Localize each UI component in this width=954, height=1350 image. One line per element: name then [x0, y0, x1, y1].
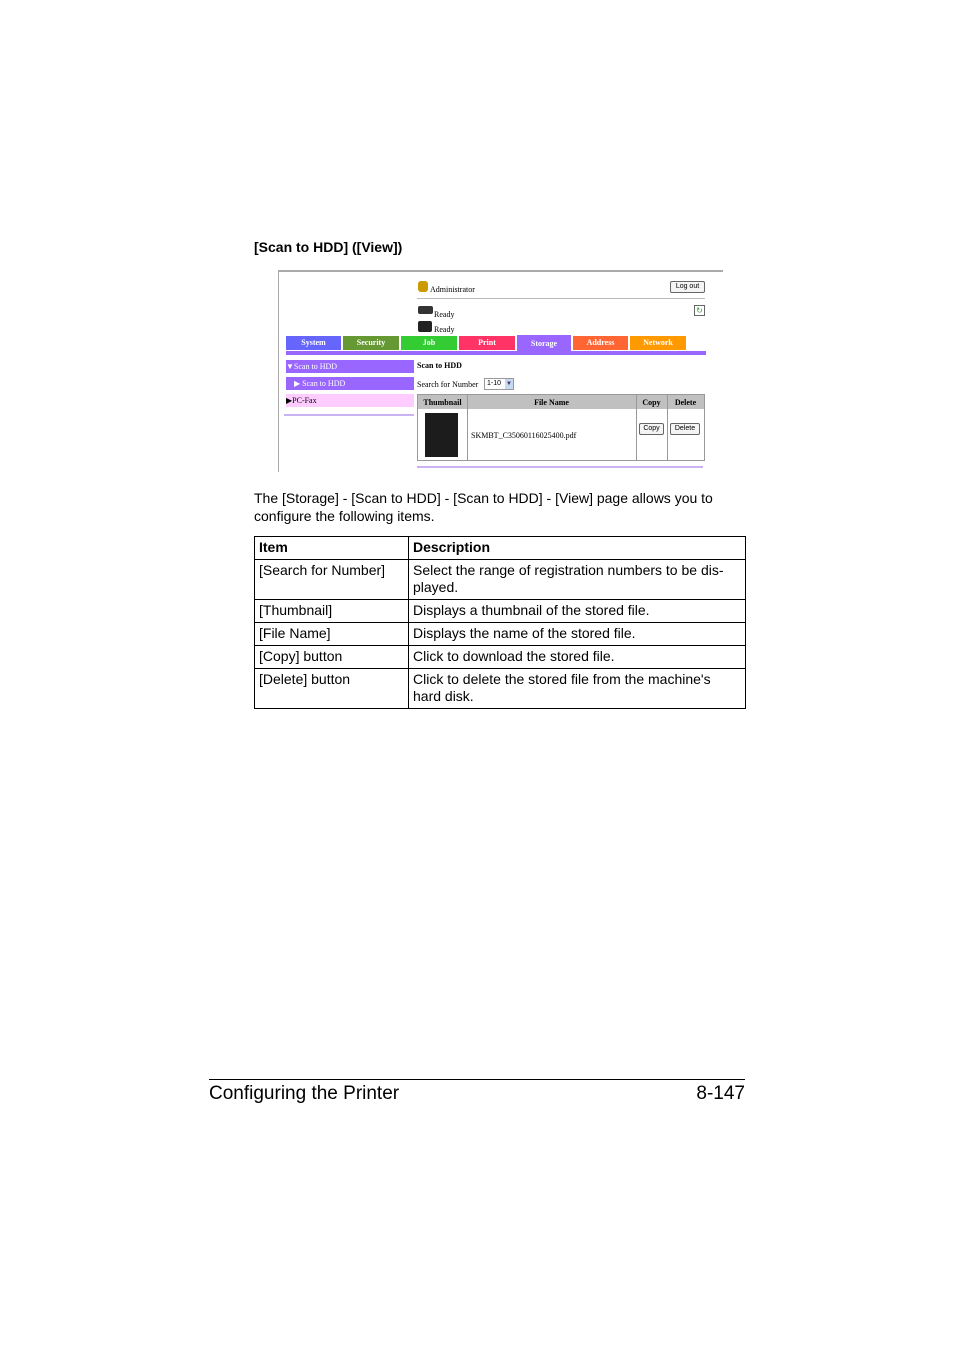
status-ready-2: Ready: [434, 325, 455, 334]
printer-icon: [418, 306, 433, 314]
row-description: Displays the name of the stored file.: [409, 623, 746, 646]
file-thumbnail[interactable]: [425, 413, 458, 457]
tab-security[interactable]: Security: [343, 336, 399, 350]
search-number-select[interactable]: [484, 378, 514, 390]
copy-button[interactable]: Copy: [639, 423, 664, 435]
col-file-name: File Name: [534, 398, 569, 407]
page-number: 8-147: [696, 1083, 745, 1104]
col-divider: [467, 394, 468, 460]
header-description: Description: [409, 537, 746, 560]
tab-address[interactable]: Address: [573, 336, 628, 350]
section-title: Scan to HDD: [417, 361, 462, 370]
status-ready-1: Ready: [434, 310, 455, 319]
table-row: [255, 600, 746, 623]
refresh-icon[interactable]: ↻: [694, 305, 705, 316]
intro-text: The [Storage] - [Scan to HDD] - [Scan to HDD] - [View] page allows you to configure the following items.: [254, 490, 713, 524]
table-row: [255, 646, 746, 669]
table-row: [255, 560, 746, 600]
file-name: SKMBT_C35060116025400.pdf: [471, 431, 577, 440]
row-item: [Copy] button: [255, 646, 409, 669]
logout-button[interactable]: Log out: [670, 281, 705, 293]
tab-system[interactable]: System: [286, 336, 341, 350]
search-label: Search for Number: [417, 380, 479, 389]
user-icon: [418, 281, 428, 292]
tab-underline: [286, 351, 706, 355]
row-item: [Delete] button: [255, 669, 409, 709]
col-delete: Delete: [674, 398, 697, 407]
col-thumbnail: Thumbnail: [423, 398, 462, 407]
items-table: [254, 536, 746, 709]
header-item: Item: [255, 537, 409, 560]
table-row: [255, 669, 746, 709]
row-description: Displays a thumbnail of the stored file.: [409, 600, 746, 623]
menu-scan-to-hdd[interactable]: ▼Scan to HDD: [286, 360, 414, 373]
bottom-divider: [417, 466, 703, 468]
col-copy: Copy: [642, 398, 661, 407]
col-divider: [636, 394, 637, 460]
tab-print[interactable]: Print: [459, 336, 515, 350]
menu-sub-scan-to-hdd[interactable]: ▶ Scan to HDD: [286, 377, 414, 390]
col-divider: [667, 394, 668, 460]
chevron-down-icon: ▼: [506, 381, 512, 387]
tab-job[interactable]: Job: [401, 336, 457, 350]
footer-rule: [209, 1079, 745, 1080]
menu-divider: [284, 414, 414, 416]
delete-button[interactable]: Delete: [670, 423, 700, 435]
footer-title: Configuring the Printer: [209, 1083, 400, 1104]
section-heading: [Scan to HDD] ([View]): [254, 239, 403, 255]
tab-storage[interactable]: Storage: [517, 335, 571, 352]
row-description: Click to delete the stored file from the machine's hard disk.: [409, 669, 746, 709]
row-item: [File Name]: [255, 623, 409, 646]
row-item: [Thumbnail]: [255, 600, 409, 623]
user-name: Administrator: [430, 285, 475, 294]
row-item: [Search for Number]: [255, 560, 409, 600]
search-value: 1-10: [487, 380, 502, 387]
tab-network[interactable]: Network: [630, 336, 686, 350]
menu-pc-fax[interactable]: ▶PC-Fax: [286, 394, 414, 407]
divider: [417, 298, 705, 299]
row-description: Click to download the stored file.: [409, 646, 746, 669]
printer-icon: [418, 321, 432, 332]
table-row: [255, 623, 746, 646]
row-description: Select the range of registration numbers to be dis-played.: [409, 560, 746, 600]
